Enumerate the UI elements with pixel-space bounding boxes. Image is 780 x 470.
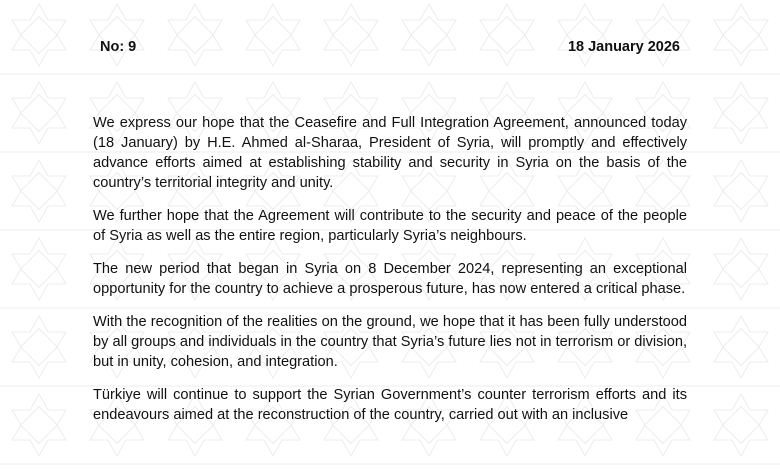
paragraph-5: Türkiye will continue to support the Syrian Government’s counter terrorism efforts and its endeavours aimed at the reconstruction of the country, carried out with an inclusive <box>93 387 687 423</box>
statement-body <box>93 113 687 438</box>
paragraph-2: We further hope that the Agreement will contribute to the security and peace of the people of Syria as well as the entire region, particularly Syria’s neighbours. <box>93 208 687 244</box>
paragraph-4: With the recognition of the realities on the ground, we hope that it has been fully understood by all groups and individuals in the country that Syria’s future lies not in terrorism or division, but in unity, cohesion, and integration. <box>93 314 687 370</box>
paragraph-3: The new period that began in Syria on 8 December 2024, representing an exceptional opportunity for the country to achieve a prosperous future, has now entered a critical phase. <box>93 261 687 297</box>
paragraph-1: We express our hope that the Ceasefire and Full Integration Agreement, announced today (18 January) by H.E. Ahmed al-Sharaa, President of Syria, will promptly and effectively advance efforts aimed at establishing stability and security in Syria on the basis of the country’s territorial integrity and unity. <box>93 115 687 191</box>
document-date: 18 January 2026 <box>567 39 680 55</box>
document-number: No: 9 <box>100 39 137 55</box>
